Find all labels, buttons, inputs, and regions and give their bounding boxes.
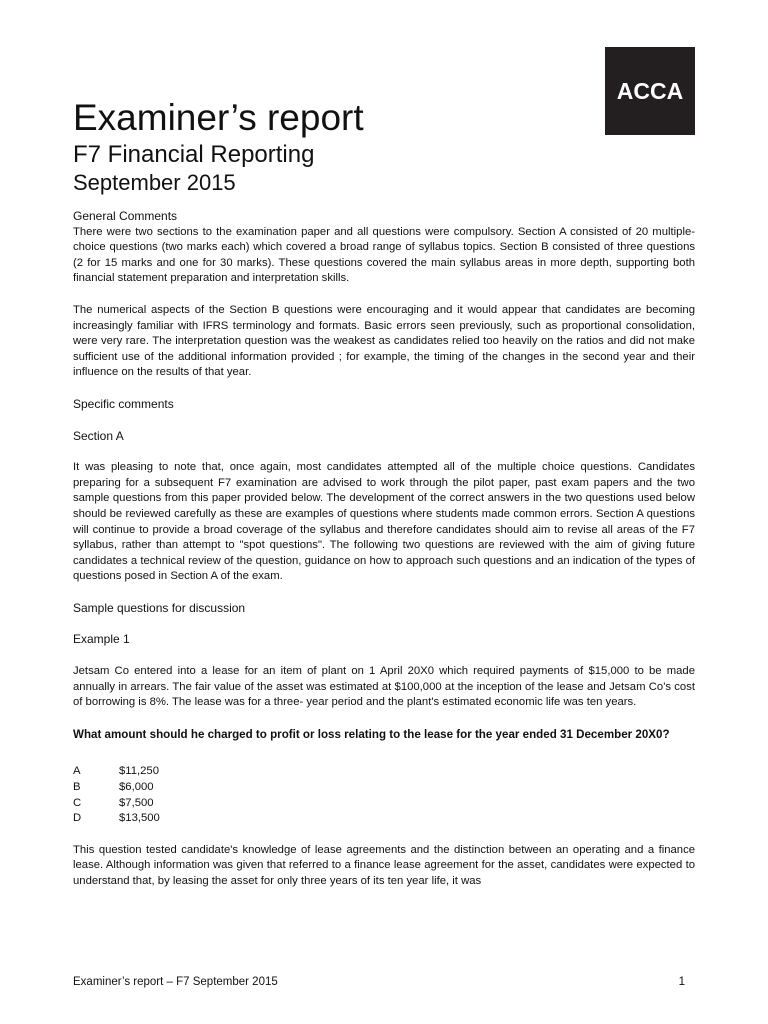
specific-comments-heading: Specific comments <box>73 396 174 411</box>
option-value: $13,500 <box>119 812 160 825</box>
option-key: A <box>73 765 81 778</box>
option-key: C <box>73 796 82 809</box>
example-scenario: Jetsam Co entered into a lease for an item of plant on 1 April 20X0 which required payments of $15,000 to be made annually in arrears. The fair value of the asset was estimated at $100,000 at the inception of the lease and Jetsam Co's cost of borrowing is 8%. The lease was for a three- year period and the plant's estimated economic life was ten years. <box>73 665 695 709</box>
footer-text: Examiner’s report – F7 September 2015 <box>73 976 278 988</box>
answer-option <box>73 780 695 796</box>
section-a-paragraph: It was pleasing to note that, once again, most candidates attempted all of the multiple choice questions. Candidates preparing for a subsequent F7 examination are advised to work through the pilot paper, past exam papers and the two sample questions from this paper provided below. The development of the correct answers in the two questions used below should be reviewed carefully as these are examples of questions where students made common errors. Section A questions will continue to provide a broad coverage of the syllabus and therefore candidates should aim to revise all areas of the F7 syllabus, rather than attempt to "spot questions". The following two questions are reviewed with the aim of giving future candidates a technical review of the question, guidance on how to approach such questions and an indication of the types of questions posed in Section A of the exam. <box>73 461 695 583</box>
answer-option <box>73 764 695 780</box>
sample-questions-heading: Sample questions for discussion <box>73 600 246 615</box>
general-paragraph-1: There were two sections to the examination paper and all questions were compulsory. Section A consisted of 20 multiple-choice questions (two marks each) which covered a broad range of syllabus topics. Section B consisted of three questions (2 for 15 marks and one for 30 marks). These questions covered the main syllabus areas in more depth, supporting both financial statement preparation and interpretation skills. <box>73 225 695 285</box>
logo-text: ACCA <box>616 77 684 104</box>
page-footer <box>73 976 695 988</box>
answer-option <box>73 796 695 812</box>
option-key: D <box>73 812 82 825</box>
general-comments-heading: General Comments <box>73 209 178 223</box>
example-question: What amount should he charged to profit or loss relating to the lease for the year ended 31 December 20X0? <box>73 727 670 741</box>
option-key: B <box>73 781 81 794</box>
section-a-heading: Section A <box>73 428 124 443</box>
report-date: September 2015 <box>73 170 236 195</box>
option-value: $6,000 <box>119 781 154 794</box>
answer-option <box>73 811 695 827</box>
report-subtitle: F7 Financial Reporting <box>73 141 315 168</box>
general-paragraph-2: The numerical aspects of the Section B questions were encouraging and it would appear that candidates are becoming increasingly familiar with IFRS terminology and formats. Basic errors seen previously, such as proportional consolidation, were very rare. The interpretation question was the weakest as candidates relied too heavily on the ratios and did not make sufficient use of the additional information provided ; for example, the timing of the changes in the second year and their influence on the results of that year. <box>73 303 695 379</box>
answer-options <box>73 764 695 826</box>
example-heading: Example 1 <box>73 632 130 647</box>
report-title: Examiner’s report <box>73 97 364 138</box>
acca-logo <box>605 47 695 135</box>
report-body <box>73 209 695 890</box>
option-value: $7,500 <box>119 796 154 809</box>
example-discussion: This question tested candidate's knowledge of lease agreements and the distinction between an operating and a finance lease. Although information was given that referred to a finance lease agreement for the asset, candidates were expected to understand that, by leasing the asset for only three years of its ten year life, it was <box>73 843 695 887</box>
page-number: 1 <box>678 976 685 988</box>
option-value: $11,250 <box>119 765 159 778</box>
